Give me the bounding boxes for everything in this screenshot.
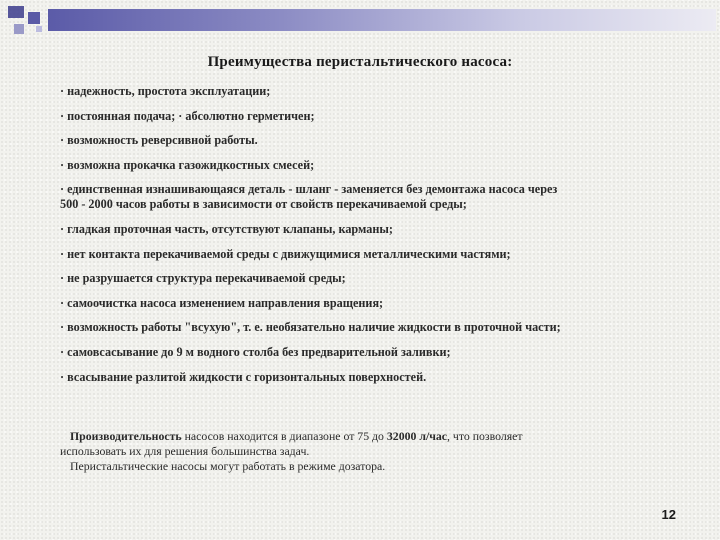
page-title: Преимущества перистальтического насоса: (207, 54, 513, 70)
list-item: · возможна прокачка газожидкостных смесей; (60, 157, 315, 172)
advantages-list (60, 84, 680, 394)
performance-line-2: использовать их для решения большинства задач. (60, 444, 310, 458)
dosing-note: Перистальтические насосы могут работать в режиме дозатора. (70, 459, 386, 473)
list-item: · надежность, простота эксплуатации; (60, 84, 271, 98)
performance-text: насосов находится в диапазоне от 75 до (181, 429, 387, 443)
list-item: · возможность реверсивной работы. (60, 133, 258, 148)
list-item: · самовсасывание до 9 м водного столба без предварительной заливки; (60, 344, 451, 359)
list-item: · гладкая проточная часть, отсутствуют клапаны, карманы; (60, 221, 393, 236)
list-item: · нет контакта перекачиваемой среды с движущимися металлическими частями; (60, 246, 511, 261)
list-item: · возможность работы "всухую", т. е. необязательно наличие жидкости в проточной части; (60, 320, 561, 335)
decor-square-1 (8, 6, 24, 18)
decor-square-2 (28, 12, 40, 24)
performance-paragraph (60, 429, 660, 474)
list-item (60, 182, 680, 212)
list-item-line: · единственная изнашивающаяся деталь - шланг - заменяется без демонтажа насоса через (60, 182, 558, 197)
performance-line-1 (60, 429, 660, 444)
list-item: · постоянная подача; · абсолютно герметичен; (60, 108, 315, 123)
page-number: 12 (661, 507, 676, 522)
performance-max-value: 32000 л/час (386, 429, 448, 443)
performance-term: Производительность (70, 429, 182, 443)
performance-text-after: , что позволяет (447, 429, 523, 443)
decor-square-4 (36, 26, 42, 32)
list-item-line: 500 - 2000 часов работы в зависимости от свойств перекачиваемой среды; (60, 197, 467, 212)
list-item: · всасывание разлитой жидкости с горизонтальных поверхностей. (60, 369, 427, 384)
list-item: · не разрушается структура перекачиваемой среды; (60, 271, 346, 286)
list-item: · самоочистка насоса изменением направления вращения; (60, 295, 384, 310)
header-gradient-bar (48, 9, 716, 31)
decor-square-3 (14, 24, 24, 34)
